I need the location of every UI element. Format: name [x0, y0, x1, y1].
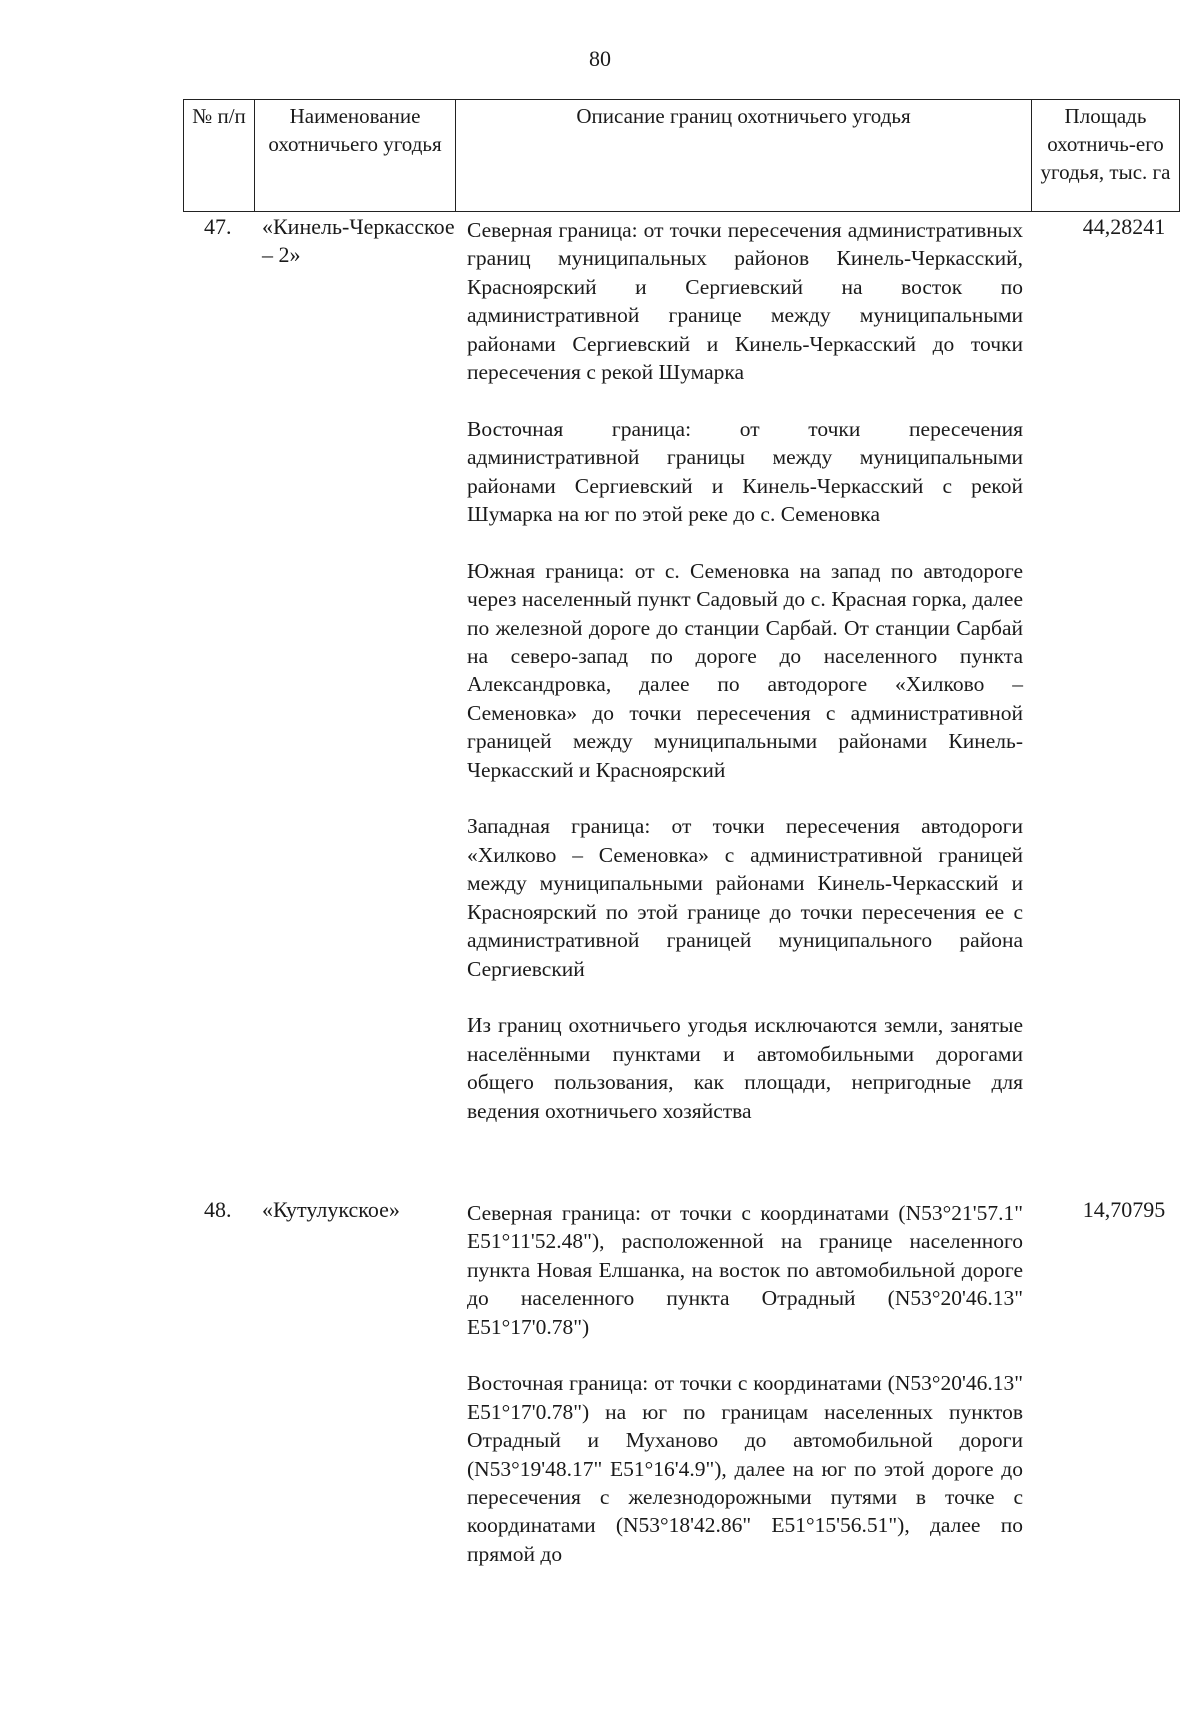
entry-47-east-boundary: Восточная граница: от точки пересечения административной границы между муниципальными районами Сергиевский и Кинель-Черкасский с рекой Шумарка на юг по этой реке до с. Семеновка [467, 416, 1023, 527]
entry-47-name: «Кинель-Черкасское – 2» [262, 214, 455, 267]
entry-47-number: 47. [204, 214, 232, 239]
entry-48-north-boundary: Северная граница: от точки с координатами (N53°21'57.1" E51°11'52.48"), расположенной на границе населенного пункта Новая Елшанка, на восток по автомобильной дороге до населенного пункта Отрадный (N53°20'46.13" E51°17'0.78") [467, 1201, 1023, 1339]
header-number: № п/п [184, 100, 255, 212]
boundaries-table-header [183, 99, 1180, 212]
entry-48-name: «Кутулукское» [262, 1197, 400, 1222]
entry-47-west-boundary: Западная граница: от точки пересечения автодороги «Хилково – Семеновка» с административной границей между муниципальными районами Кинель-Черкасский и Красноярский по этой границе до точки пересечения ее с административной границей муниципального района Сергиевский [467, 814, 1023, 981]
header-description: Описание границ охотничьего угодья [456, 100, 1032, 212]
entry-48-description [467, 1199, 1023, 1568]
header-area: Площадь охотничь-его угодья, тыс. га [1032, 100, 1180, 212]
entry-47-south-boundary: Южная граница: от с. Семеновка на запад по автодороге через населенный пункт Садовый до с. Красная горка, далее по железной дороге до станции Сарбай. От станции Сарбай на северо-запад по дороге до населенного пункта Александровка, далее по автодороге «Хилково – Семеновка» до точки пересечения с административной границей между муниципальными районами Кинель-Черкасский и Красноярский [467, 558, 1023, 782]
entry-47-exclusions: Из границ охотничьего угодья исключаются земли, занятые населёнными пунктами и автомобильными дорогами общего пользования, как площади, непригодные для ведения охотничьего хозяйства [467, 1013, 1023, 1123]
page-number: 80 [589, 46, 611, 71]
entry-48-area: 14,70795 [1082, 1197, 1166, 1222]
header-name: Наименование охотничьего угодья [255, 100, 456, 212]
entry-47-description [467, 216, 1023, 1125]
entry-47-area: 44,28241 [1082, 214, 1166, 239]
entry-48-east-boundary: Восточная граница: от точки с координатами (N53°20'46.13" E51°17'0.78") на юг по границам населенных пунктов Отрадный и Муханово до автомобильной дороги (N53°19'48.17" E51°16'4.9"), далее на юг по этой дороге до пересечения с железнодорожными путями в точке с координатами (N53°18'42.86" E51°15'56.51"), далее по прямой до [467, 1371, 1023, 1566]
entry-47-north-boundary: Северная граница: от точки пересечения административных границ муниципальных районов Кинель-Черкасский, Красноярский и Сергиевский на восток по административной границе между муниципальными районами Сергиевский и Кинель-Черкасский до точки пересечения с рекой Шумарка [467, 218, 1023, 385]
entry-48-number: 48. [204, 1197, 232, 1222]
